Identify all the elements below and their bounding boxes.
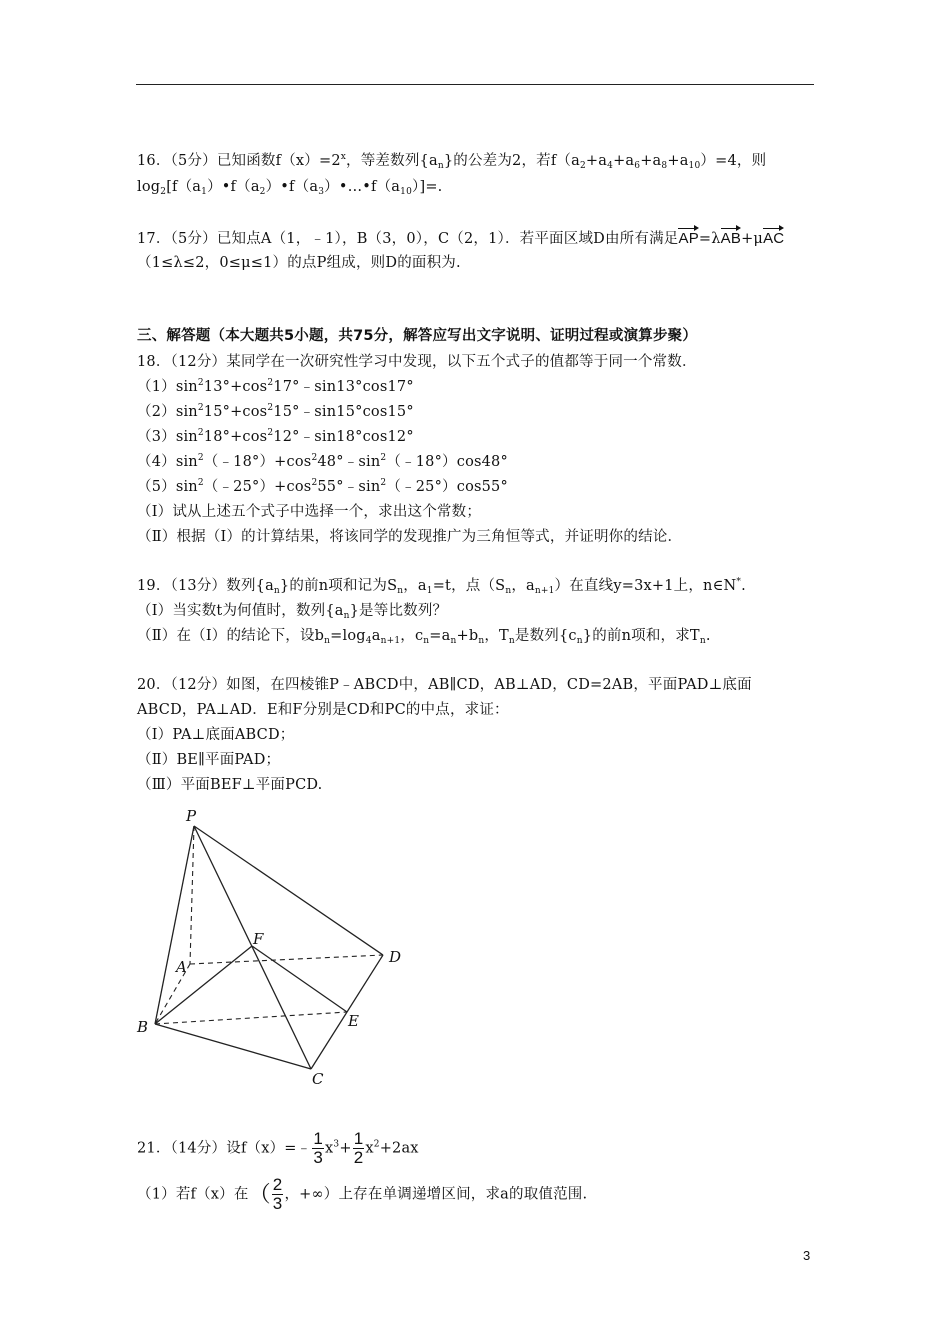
fraction-two-thirds: $\frac{2}{3}$ — [272, 1175, 283, 1213]
q20-line1: 20．（12分）如图，在四棱锥P﹣ABCD中，AB∥CD，AB⊥AD，CD=2AB，平面PAD⊥底面 — [137, 677, 752, 693]
q20-part-1: （Ⅰ）PA⊥底面ABCD； — [137, 727, 295, 743]
vector-ap: AP — [678, 227, 698, 249]
q18-expr-4: $(4)\sin^2(﹣18^\circ)+\cos^248^\circ﹣\sin^2(﹣18^\circ)\cos 48^\circ$ — [137, 453, 508, 470]
edge-pb — [155, 826, 194, 1024]
q21-part-1: （1）若f（x）在（ $\frac{2}{3}$ ，+∞）上存在单调递增区间，求a的取值范围. — [137, 1175, 588, 1213]
q20-part-3: （Ⅲ）平面BEF⊥平面PCD. — [137, 777, 323, 793]
q20-part-2: （Ⅱ）BE∥平面PAD； — [137, 752, 281, 768]
edge-bf — [155, 946, 252, 1024]
edge-be — [155, 1012, 347, 1024]
edge-pd — [194, 826, 383, 955]
q17-line1: 17．（5分）已知点A（1，﹣1），B（3，0），C（2，1）．若平面区域D由所有满足AP=λAB+μAC — [137, 227, 784, 249]
header-rule — [136, 84, 814, 85]
label-e: E — [348, 1012, 359, 1030]
label-d: D — [389, 948, 402, 966]
edge-bc — [155, 1024, 311, 1069]
label-b: B — [137, 1018, 149, 1036]
q18-stem: 18．（12分）某同学在一次研究性学习中发现，以下五个式子的值都等于同一个常数． — [137, 354, 697, 370]
vector-ab: AB — [721, 227, 741, 249]
q18-expr-3: $(3)\sin^218^\circ+\cos^212^\circ﹣\sin 18^\circ\cos 12^\circ$ — [137, 428, 414, 445]
q18-part-2: （Ⅱ）根据（Ⅰ）的计算结果，将该同学的发现推广为三角恒等式，并证明你的结论． — [137, 529, 683, 545]
q20-line2: ABCD，PA⊥AD．E和F分别是CD和PC的中点，求证： — [137, 702, 509, 718]
q16-line1: 16．（5分）已知函数$f(x)=2^x$，等差数列$\{a_n\}$的公差为2，若$f(a_2+a_4+a_6+a_8+a_{10})=4$，则 — [137, 152, 767, 171]
edge-ad — [190, 955, 383, 964]
q21-stem: 21．（14分）设f（x）=﹣ $\frac{1}{3}$ $x^3+$ $\frac{1}{2}$ $x^2+2ax$ — [137, 1129, 419, 1167]
page-number: 3 — [803, 1248, 811, 1263]
label-f: F — [253, 930, 264, 948]
q18-expr-2: $(2)\sin^215^\circ+\cos^215^\circ﹣\sin 15^\circ\cos 15^\circ$ — [137, 403, 414, 420]
q18-expr-1: $(1)\sin^213^\circ+\cos^217^\circ﹣\sin 13^\circ\cos 17^\circ$ — [137, 378, 414, 395]
vector-ac: AC — [763, 227, 784, 249]
label-a: A — [176, 958, 187, 976]
q19-part-1: （Ⅰ）当实数t为何值时，数列$\{a_n\}$是等比数列？ — [137, 603, 448, 621]
fraction-one-half: $\frac{1}{2}$ — [353, 1129, 364, 1167]
pyramid-figure — [128, 800, 428, 1100]
q16-line2: $\log_2[f(a_1)•f(a_2)•f(a_3)•\dots•f(a_{10})]=$. — [137, 179, 443, 197]
label-c: C — [312, 1070, 324, 1088]
edge-pa — [190, 826, 194, 964]
q18-part-1: （Ⅰ）试从上述五个式子中选择一个，求出这个常数； — [137, 504, 482, 520]
section-title: 三、解答题（本大题共5小题，共75分，解答应写出文字说明、证明过程或演算步聚） — [137, 328, 698, 344]
q17-line2: （1≤λ≤2，0≤μ≤1）的点P组成，则D的面积为. — [137, 255, 461, 271]
fraction-one-third: $\frac{1}{3}$ — [313, 1129, 324, 1167]
q19-stem: 19．（13分）数列$\{a_n\}$的前n项和记为$S_n$，$a_1=t$，点（$S_n$，$a_{n+1}$）在直线y=3x+1上，n∈N*. — [137, 577, 746, 596]
label-p: P — [186, 807, 197, 825]
q18-expr-5: $(5)\sin^2(﹣25^\circ)+\cos^255^\circ﹣\sin^2(﹣25^\circ)\cos 55^\circ$ — [137, 478, 508, 495]
q19-part-2: （Ⅱ）在（Ⅰ）的结论下，设$b_n=\log_4a_{n+1}$，$c_n=a_n+b_n$，$T_n$是数列$\{c_n\}$的前n项和，求$T_n$. — [137, 628, 711, 646]
edge-fe — [252, 946, 347, 1012]
